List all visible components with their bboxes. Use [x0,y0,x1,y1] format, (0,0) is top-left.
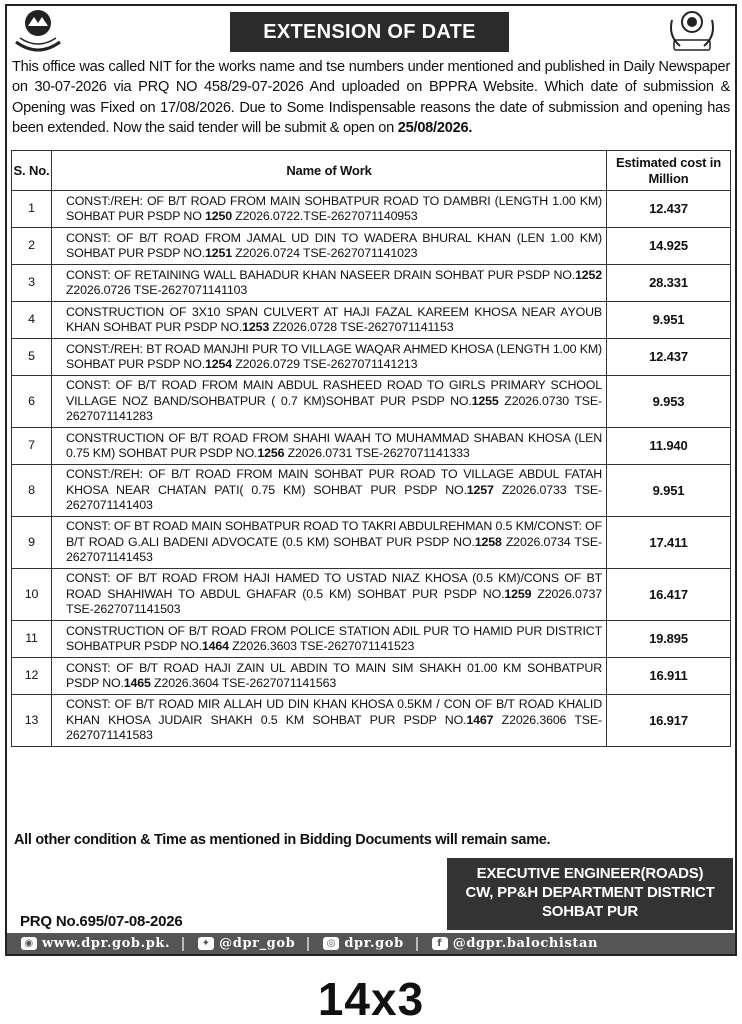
row-sno: 13 [12,695,52,747]
row-sno: 10 [12,569,52,621]
row-sno: 2 [12,228,52,265]
work-text: CONST: OF B/T ROAD MIR ALLAH UD DIN KHAN KHOSA 0.5KM / CON OF B/T ROAD KHALID KHAN KHOSA JUDAIR SHAKH 0.5 KM SOHBAT PUR PSDP NO. [66,697,602,727]
work-text: CONST: OF BT ROAD MAIN SOHBATPUR ROAD TO TAKRI ABDULREHMAN 0.5 KM/CONST: OF B/T ROAD G.ALI BADENI ADVOCATE (0.5 KM) SOHBAT PUR PSDP NO. [66,519,602,549]
psdp-number: 1256 [257,446,285,460]
intro-text: This office was called NIT for the works name and tse numbers under mentioned and published in Daily Newspaper on 30-07-2026 via PRQ NO 458/29-07-2026 And uploaded on BPPRA Website. Which date of submission & Opening was Fixed on 17/08/2026. Due to Some Indispensable reasons the date of submission and opening has been extended. Now the said tender will be submit & open on [12,59,730,137]
social-bar [7,933,735,954]
psdp-number: 1253 [242,320,270,334]
psdp-number: 1251 [205,246,232,260]
row-work-name [52,302,607,339]
work-text: CONST: OF RETAINING WALL BAHADUR KHAN NASEER DRAIN SOHBAT PUR PSDP NO. [66,267,576,282]
row-sno: 12 [12,658,52,695]
twitter-icon: ✦ [198,937,214,950]
row-cost: 16.417 [607,569,731,621]
row-sno: 8 [12,465,52,517]
table-row [12,465,731,517]
facebook-link[interactable] [432,936,598,951]
work-code: Z2026.3606 TSE-2627071141583 [66,712,602,743]
row-cost: 16.911 [607,658,731,695]
work-code: Z2026.0729 TSE-2627071141213 [231,357,418,371]
work-code: Z2026.0733 TSE-2627071141403 [66,482,602,513]
table-row [12,302,731,339]
department-emblem-icon [664,6,720,56]
row-cost: 19.895 [607,621,731,658]
table-row [12,621,731,658]
facebook-text: @dgpr.balochistan [452,936,599,951]
table-row [12,658,731,695]
row-cost: 11.940 [607,428,731,465]
row-sno: 5 [12,339,52,376]
table-row [12,265,731,302]
row-sno: 6 [12,376,52,428]
header-estimated-cost: Estimated cost in Million [607,151,731,191]
row-cost: 17.411 [607,517,731,569]
psdp-number: 1258 [474,534,502,549]
work-code: Z2026.0724 TSE-2627071141023 [231,246,418,260]
row-cost: 9.951 [607,302,731,339]
work-code: Z2026.0728 TSE-2627071141153 [269,320,454,334]
psdp-number: 1255 [471,393,499,408]
psdp-number: 1250 [205,209,232,223]
row-sno: 11 [12,621,52,658]
row-cost: 9.953 [607,376,731,428]
row-cost: 9.951 [607,465,731,517]
instagram-link[interactable] [323,936,403,951]
work-text: CONST: OF B/T ROAD FROM MAIN ABDUL RASHEED ROAD TO GIRLS PRIMARY SCHOOL VILLAGE NOZ BAND/SOHBATPUR ( 0.7 KM)SOHBAT PUR PSDP NO. [66,378,602,408]
work-text: CONST: OF B/T ROAD HAJI ZAIN UL ABDIN TO MAIN SIM SHAKH 01.00 KM SOHBATPUR PSDP NO. [66,660,602,690]
row-cost: 12.437 [607,191,731,228]
psdp-number: 1252 [575,267,602,282]
signatory-box [447,858,733,930]
work-text: CONST:/REH: OF B/T ROAD FROM MAIN SOHBAT PUR ROAD TO VILLAGE ABDUL FATAH KHOSA NEAR CHATAN PATI( 0.75 KM) SOHBAT PUR PSDP NO. [66,467,602,497]
row-work-name [52,339,607,376]
work-text: CONSTRUCTION OF 3X10 SPAN CULVERT AT HAJI FAZAL KAREEM KHOSA NEAR AYOUB KHAN SOHBAT PUR PSDP NO. [66,304,602,334]
work-text: CONSTRUCTION OF B/T ROAD FROM SHAHI WAAH TO MUHAMMAD SHABAN KHOSA (LEN 0.75 KM) SOHBAT PUR PSDP NO. [66,430,602,460]
divider [182,937,184,951]
psdp-number: 1464 [201,639,229,653]
work-text: CONST: OF B/T ROAD FROM HAJI HAMED TO USTAD NIAZ KHOSA (0.5 KM)/CONS OF BT ROAD SHAHIWAH TO ABDUL GHAFAR (0.5 KM) SOHBAT PUR PSDP NO. [66,571,602,601]
signatory-line-1: EXECUTIVE ENGINEER(ROADS) [476,865,704,882]
balochistan-emblem-icon [10,6,66,56]
divider [416,937,418,951]
row-cost: 12.437 [607,339,731,376]
psdp-number: 1465 [123,676,151,690]
row-work-name [52,569,607,621]
website-link[interactable] [21,936,170,951]
psdp-number: 1254 [205,357,232,371]
facebook-icon: f [432,937,448,950]
ad-size-label: 14x3 [317,973,425,1024]
work-code: Z2026.0722.TSE-2627071140953 [231,209,418,223]
new-date: 25/08/2026. [397,120,473,137]
intro-paragraph [12,57,730,139]
row-sno: 4 [12,302,52,339]
row-cost: 28.331 [607,265,731,302]
row-sno: 3 [12,265,52,302]
row-work-name [52,695,607,747]
work-code: Z2026.3603 TSE-2627071141523 [228,639,415,653]
row-work-name [52,517,607,569]
row-sno: 1 [12,191,52,228]
prq-number: PRQ No.695/07-08-2026 [20,913,183,930]
row-work-name [52,376,607,428]
row-cost: 16.917 [607,695,731,747]
work-text: CONSTRUCTION OF B/T ROAD FROM POLICE STATION ADIL PUR TO HAMID PUR DISTRICT SOHBATPUR PSDP NO. [66,623,602,653]
psdp-number: 1257 [466,482,494,497]
work-code: Z2026.0730 TSE-2627071141283 [66,393,602,424]
work-text: CONST:/REH: OF B/T ROAD FROM MAIN SOHBATPUR ROAD TO DAMBRI (LENGTH 1.00 KM) SOHBAT PUR PSDP NO [66,193,602,223]
table-row [12,376,731,428]
table-row [12,428,731,465]
row-work-name [52,428,607,465]
row-sno: 9 [12,517,52,569]
table-row [12,339,731,376]
table-row [12,517,731,569]
instagram-text: dpr.gob [344,936,404,951]
row-sno: 7 [12,428,52,465]
table-row [12,695,731,747]
work-code: Z2026.0737 TSE-2627071141503 [66,586,603,617]
notice-title: EXTENSION OF DATE [230,12,509,52]
work-text: CONST: OF B/T ROAD FROM JAMAL UD DIN TO WADERA BHURAL KHAN (LEN 1.00 KM) SOHBAT PUR PSDP NO. [66,230,602,260]
psdp-number: 1259 [504,586,532,601]
row-work-name [52,191,607,228]
work-code: Z2026.0731 TSE-2627071141333 [284,446,470,460]
divider [307,937,309,951]
work-text: CONST:/REH: BT ROAD MANJHI PUR TO VILLAGE WAQAR AHMED KHOSA (LENGTH 1.00 KM) SOHBAT PUR PSDP NO. [66,341,602,371]
table-row [12,228,731,265]
row-work-name [52,621,607,658]
work-code: Z2026.0734 TSE-2627071141453 [66,534,602,565]
twitter-link[interactable] [198,936,295,951]
work-code: Z2026.0726 TSE-2627071141103 [66,283,248,297]
website-text: www.dpr.gob.pk. [42,936,171,951]
table-row [12,191,731,228]
header-name-of-work: Name of Work [52,151,607,191]
signatory-line-2: CW, PP&H DEPARTMENT DISTRICT [465,884,715,901]
signatory-line-3: SOHBAT PUR [541,903,639,920]
row-work-name [52,658,607,695]
row-cost: 14.925 [607,228,731,265]
twitter-text: @dpr_gob [219,936,296,951]
table-row [12,569,731,621]
row-work-name [52,465,607,517]
header-sno: S. No. [12,151,52,191]
psdp-number: 1467 [466,712,494,727]
instagram-icon: ◎ [323,937,339,950]
footer-note: All other condition & Time as mentioned in Bidding Documents will remain same. [14,832,551,848]
row-work-name [52,265,607,302]
works-table [11,150,731,747]
work-code: Z2026.3604 TSE-2627071141563 [150,676,337,690]
globe-icon: ◉ [21,937,37,950]
row-work-name [52,228,607,265]
